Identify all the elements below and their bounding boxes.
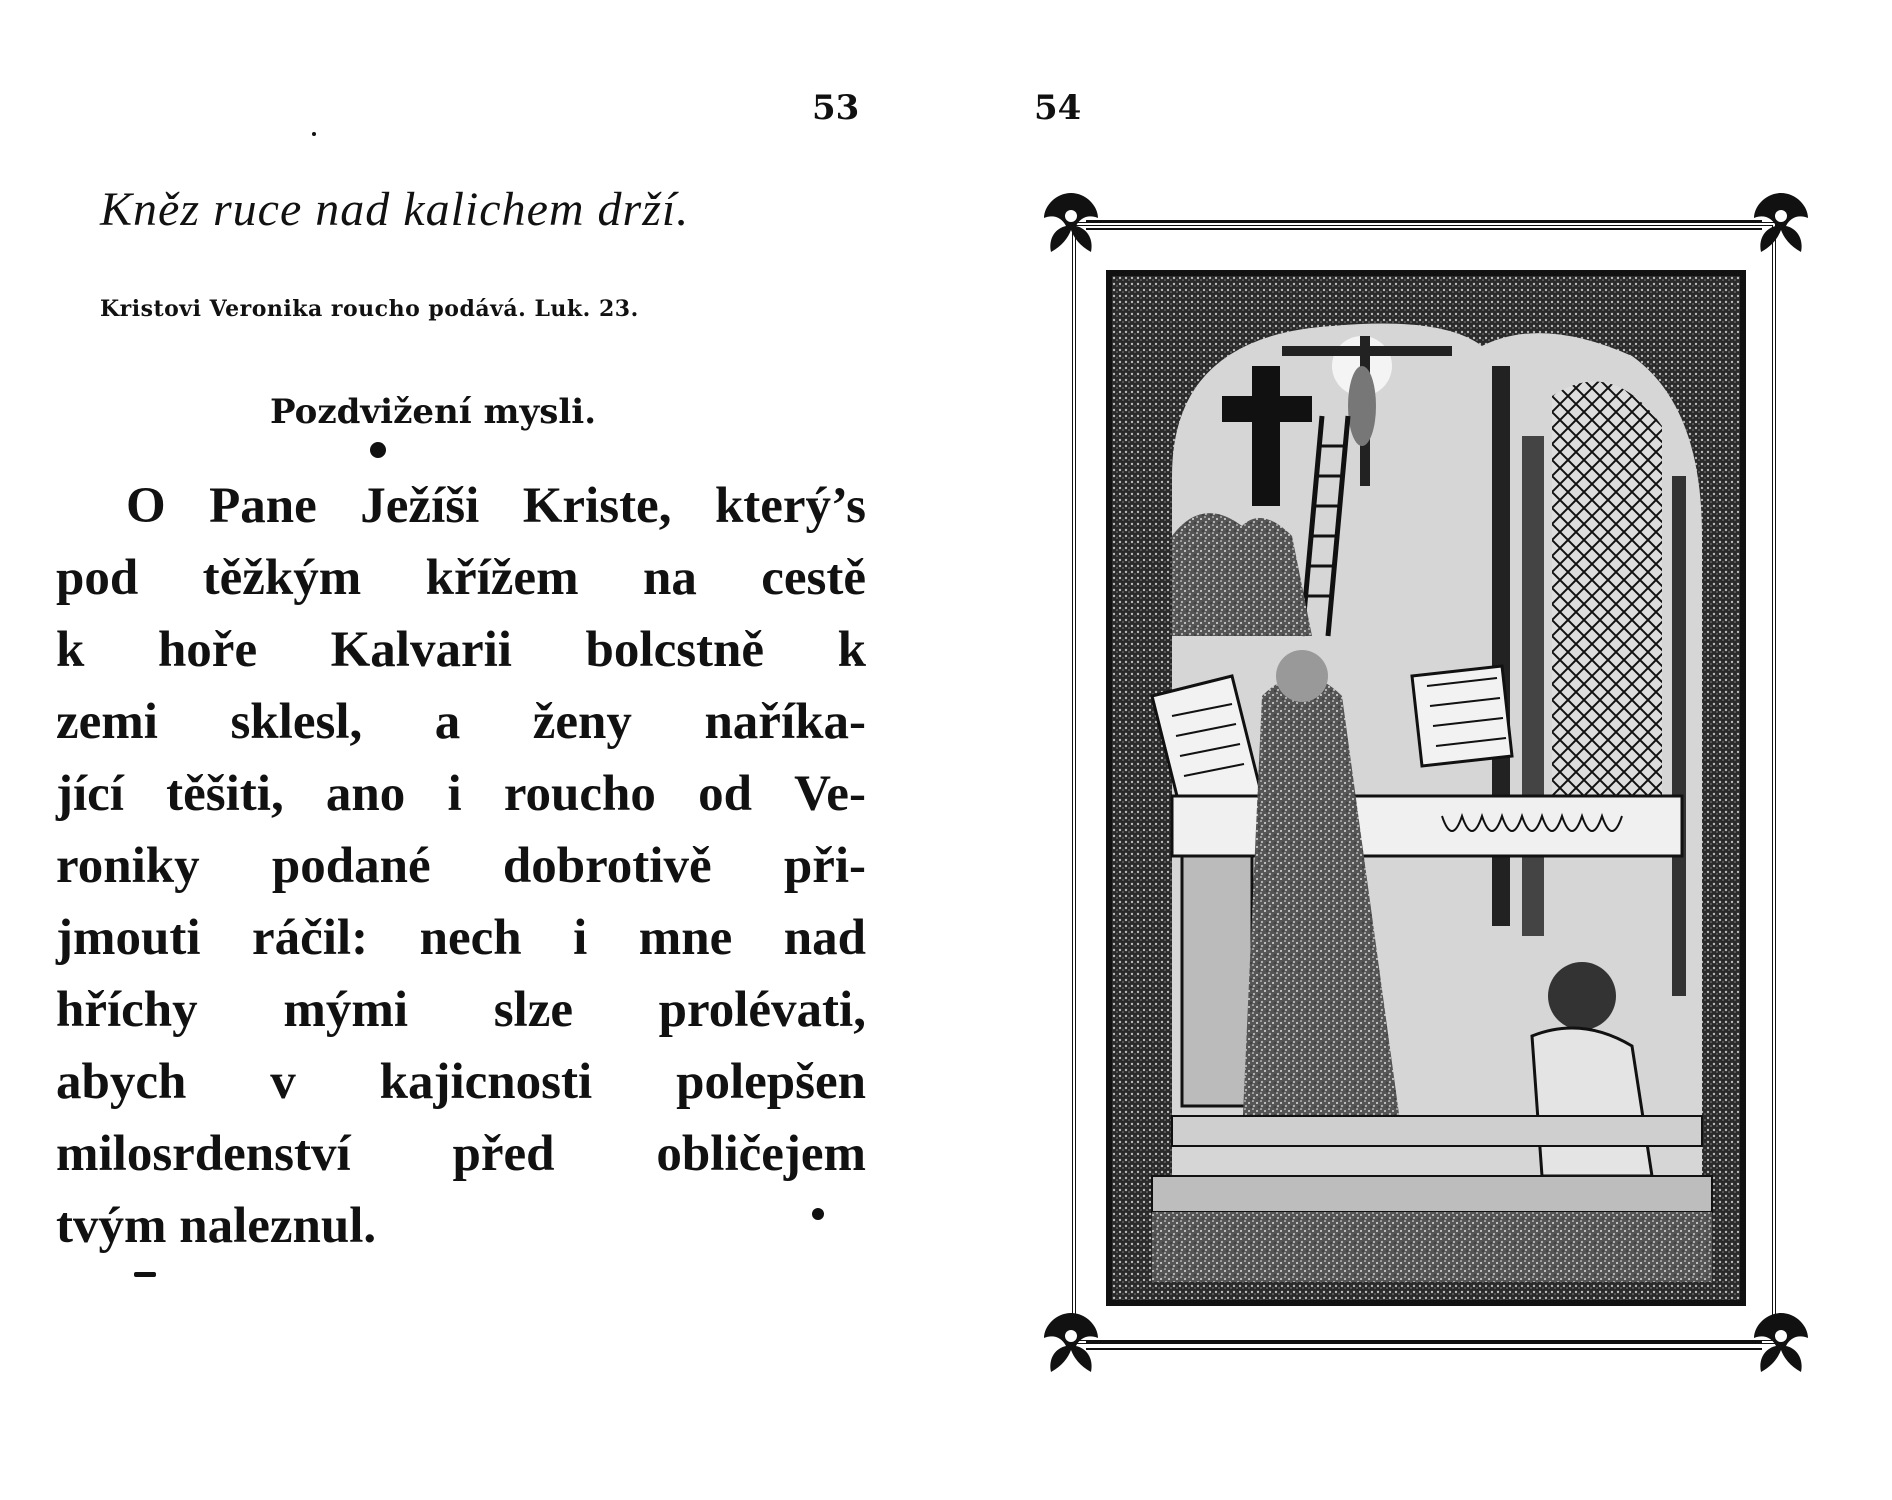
right-page <box>946 0 1892 1500</box>
prayer-text <box>56 470 866 1262</box>
frame-rule-bottom <box>1086 1340 1762 1350</box>
prayer-word: zemi <box>56 694 158 750</box>
section-heading: Pozdvižení mysli. <box>270 392 597 432</box>
prayer-word: k <box>56 622 85 678</box>
prayer-word: mne <box>638 910 733 966</box>
prayer-word: hoře <box>157 622 258 678</box>
prayer-word: i <box>447 766 462 822</box>
prayer-word: Kalvarii <box>330 622 512 678</box>
corner-ornament-icon <box>1746 188 1816 258</box>
rubric: Kněz ruce nad kalichem drží. <box>100 183 690 236</box>
prayer-word: na <box>642 550 697 606</box>
prayer-word: Ve- <box>794 766 866 822</box>
prayer-line <box>56 1118 866 1190</box>
prayer-word: jící <box>56 766 124 822</box>
prayer-line <box>56 1046 866 1118</box>
prayer-line <box>56 758 866 830</box>
prayer-word: k <box>837 622 866 678</box>
ink-speck <box>370 442 386 458</box>
prayer-word: který’s <box>714 478 866 534</box>
prayer-word: bolcstně <box>585 622 765 678</box>
frame-rule-top <box>1086 220 1762 230</box>
prayer-word: milosrdenství <box>56 1126 351 1182</box>
prayer-word: ano <box>325 766 406 822</box>
prayer-word: sklesl, <box>230 694 363 750</box>
prayer-line <box>56 542 866 614</box>
prayer-word: Kriste, <box>522 478 672 534</box>
prayer-line <box>56 902 866 974</box>
prayer-word: před <box>452 1126 555 1182</box>
subrubric: Kristovi Veronika roucho podává. Luk. 23. <box>100 296 639 322</box>
corner-ornament-icon <box>1036 1308 1106 1378</box>
prayer-word: dobrotivě <box>502 838 712 894</box>
prayer-word: kajicnosti <box>379 1054 593 1110</box>
ink-speck <box>312 132 316 136</box>
prayer-word: nad <box>783 910 866 966</box>
prayer-word: prolévati, <box>658 982 866 1038</box>
prayer-line <box>56 974 866 1046</box>
prayer-word: od <box>698 766 752 822</box>
prayer-word: roniky <box>56 838 200 894</box>
engraving-icon <box>1112 276 1740 1300</box>
page-number-left: 53 <box>812 88 860 128</box>
prayer-word: křížem <box>425 550 579 606</box>
corner-ornament-icon <box>1036 188 1106 258</box>
prayer-word: ráčil: <box>251 910 369 966</box>
prayer-word: slze <box>493 982 573 1038</box>
prayer-word: nech <box>419 910 522 966</box>
prayer-word: obličejem <box>656 1126 866 1182</box>
prayer-word: a <box>434 694 461 750</box>
prayer-word: mými <box>283 982 408 1038</box>
prayer-word: i <box>573 910 588 966</box>
corner-ornament-icon <box>1746 1308 1816 1378</box>
prayer-word: ženy <box>532 694 632 750</box>
prayer-word: roucho <box>503 766 656 822</box>
prayer-word: hříchy <box>56 982 198 1038</box>
prayer-word: polepšen <box>676 1054 866 1110</box>
prayer-word: pod <box>56 550 139 606</box>
page-number-right: 54 <box>1034 88 1082 128</box>
prayer-word: abych <box>56 1054 187 1110</box>
prayer-word: O <box>126 478 166 534</box>
prayer-word: při- <box>783 838 866 894</box>
engraving-illustration <box>1106 270 1746 1306</box>
prayer-word: tvým naleznul. <box>56 1198 377 1254</box>
prayer-word: cestě <box>761 550 866 606</box>
prayer-line <box>56 686 866 758</box>
prayer-word: Pane <box>209 478 317 534</box>
prayer-word: v <box>270 1054 296 1110</box>
prayer-word: jmouti <box>56 910 201 966</box>
ink-speck <box>812 1208 824 1220</box>
prayer-line <box>56 614 866 686</box>
prayer-word: těšiti, <box>166 766 284 822</box>
prayer-word: podané <box>271 838 431 894</box>
prayer-line <box>56 830 866 902</box>
prayer-line <box>56 470 866 542</box>
prayer-word: těžkým <box>202 550 362 606</box>
ink-speck <box>134 1272 156 1277</box>
prayer-word: Ježíši <box>360 478 480 534</box>
prayer-line <box>56 1190 866 1262</box>
prayer-word: naříka- <box>704 694 866 750</box>
